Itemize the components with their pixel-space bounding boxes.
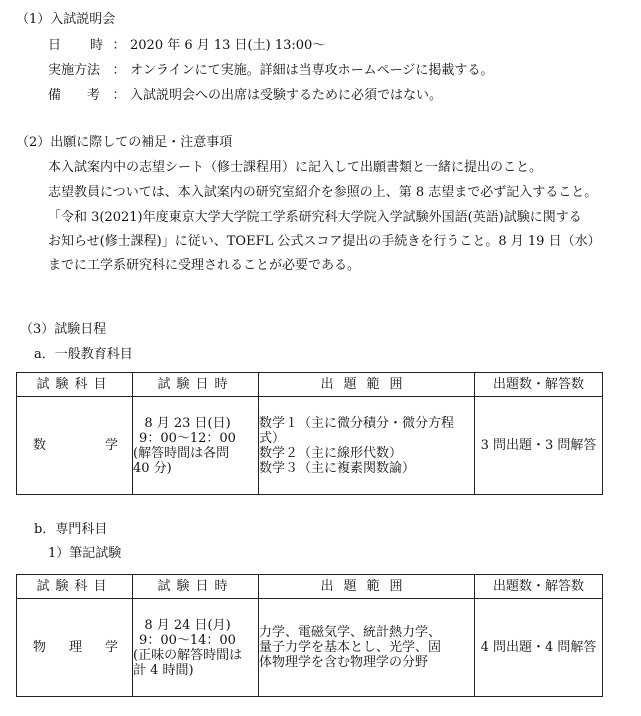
row-value: オンラインにて実施。詳細は当専攻ホームページに掲載する。 — [130, 63, 494, 78]
section-1-heading: （1）入試説明会 — [16, 12, 116, 27]
range-item: 数学２（主に線形代数） — [259, 445, 403, 461]
count-cell: 3 問出題・3 問解答 — [475, 397, 603, 495]
range-cell — [259, 599, 475, 697]
exam-date: 8 月 24 日(月) — [144, 617, 231, 633]
row-separator: ： — [112, 63, 126, 78]
specialized-exam-table — [16, 574, 603, 697]
note-line: までに工学系研究科に受理されることが必要である。 — [48, 258, 361, 273]
header-schedule: 試験日時 — [133, 575, 259, 599]
subject-char: 物 — [33, 640, 47, 655]
row-value: 2020 年 6 月 13 日(土) 13:00〜 — [130, 38, 326, 53]
range-item: 数学１（主に微分積分・微分方程式） — [259, 415, 455, 446]
row-separator: ： — [112, 38, 126, 53]
info-row-remarks — [48, 88, 442, 104]
exam-date: 8 月 23 日(日) — [144, 415, 231, 431]
subject-cell — [17, 599, 133, 697]
header-subject: 試験科目 — [17, 575, 133, 599]
header-count: 出題数・解答数 — [475, 575, 603, 599]
subject-char: 理 — [68, 640, 82, 655]
header-schedule: 試験日時 — [133, 373, 259, 397]
row-label: 備 考 — [48, 88, 101, 103]
header-range: 出題範囲 — [259, 373, 475, 397]
note-line: お知らせ(修士課程)」に従い、TOEFL 公式スコア提出の手続きを行うこと。8 月 19 日（水） — [48, 234, 601, 249]
note-line: 志望教員については、本入試案内の研究室紹介を参照の上、第 8 志望まで必ず記入すること。 — [48, 185, 598, 200]
schedule-cell — [133, 397, 259, 495]
range-text: 力学、電磁気学、統計熱力学、量子力学を基本とし、光学、固体物理学を含む物理学の分野 — [259, 625, 442, 670]
subsection-written: 1）筆記試験 — [48, 546, 122, 561]
section-2-heading: （2）出願に際しての補足・注意事項 — [16, 135, 233, 150]
row-separator: ： — [112, 88, 126, 103]
count-cell: 4 問出題・4 問解答 — [475, 599, 603, 697]
exam-note: (正味の解答時間は計 4 時間) — [133, 647, 243, 678]
note-line: 本入試案内中の志望シート（修士課程用）に記入して出願書類と一緒に提出のこと。 — [48, 160, 543, 175]
section-3-heading: （3）試験日程 — [20, 322, 107, 337]
exam-note: (解答時間は各問 40 分) — [133, 445, 230, 476]
subject-char: 学 — [104, 438, 118, 453]
subject-cell — [17, 397, 133, 495]
subject-char: 学 — [104, 640, 118, 655]
row-label: 実施方法 — [48, 63, 101, 78]
subsection-specialized: b．専門科目 — [34, 522, 108, 537]
header-count: 出題数・解答数 — [475, 373, 603, 397]
row-value: 入試説明会への出席は受験するために必須ではない。 — [130, 88, 443, 103]
range-cell — [259, 397, 475, 495]
info-row-method — [48, 63, 493, 79]
exam-time: 9：00〜14：00 — [139, 632, 236, 648]
schedule-cell — [133, 599, 259, 697]
row-label: 日 時 — [48, 38, 105, 53]
range-item: 数学３（主に複素関数論） — [259, 460, 416, 476]
info-row-datetime — [48, 38, 325, 54]
subsection-general: a．一般教育科目 — [34, 347, 133, 362]
header-range: 出題範囲 — [259, 575, 475, 599]
header-subject: 試験科目 — [17, 373, 133, 397]
general-exam-table — [16, 372, 603, 495]
exam-time: 9：00〜12：00 — [139, 430, 236, 446]
note-line: 「令和 3(2021)年度東京大学大学院工学系研究科大学院入学試験外国語(英語)試験に関する — [48, 210, 582, 225]
subject-char: 数 — [33, 438, 47, 453]
